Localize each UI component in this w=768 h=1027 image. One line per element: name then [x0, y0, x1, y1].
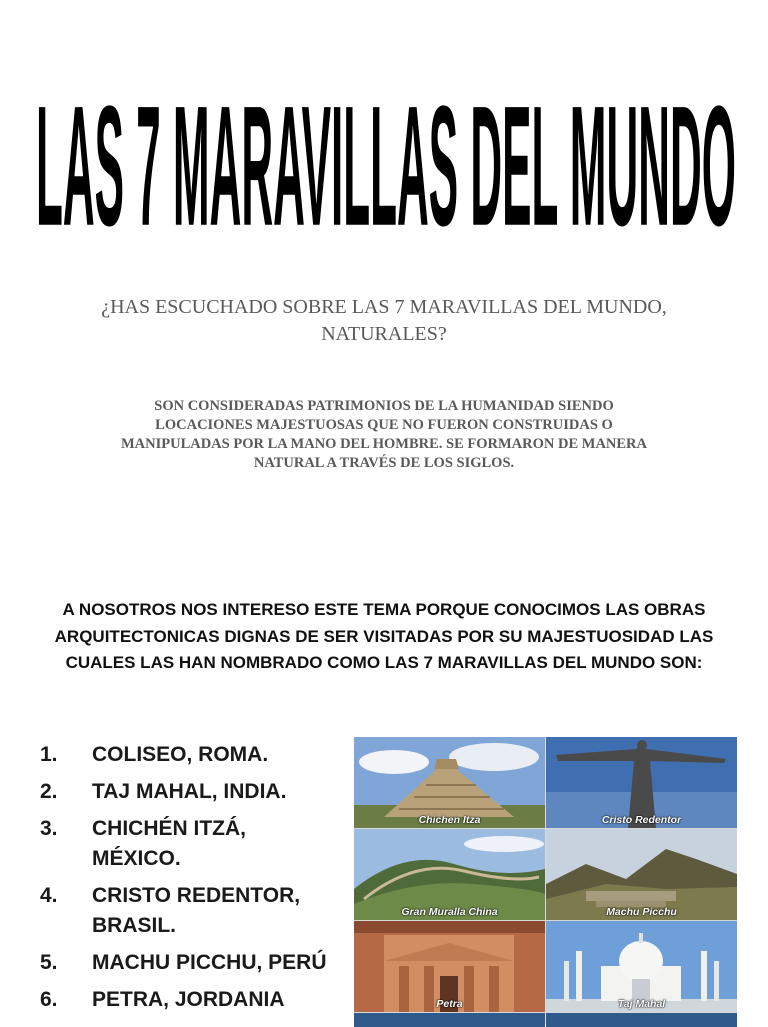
- list-number: 3.: [40, 817, 58, 840]
- interest-paragraph: A NOSOTROS NOS INTERESO ESTE TEMA PORQUE CONOCIMOS LAS OBRAS ARQUITECTONICAS DIGNAS DE SER VISITADAS POR SU MAJESTUOSIDAD LAS CUALES LAS HAN NOMBRADO COMO LAS 7 MARAVILLAS DEL MUNDO SON:: [54, 600, 714, 672]
- list-text: TAJ MAHAL, INDIA.: [92, 780, 287, 803]
- list-number: 4.: [40, 884, 58, 907]
- list-text: CHICHÉN ITZÁ, MÉXICO.: [92, 817, 246, 870]
- tile-caption: Taj Mahal: [617, 998, 666, 1010]
- collage-bottom-strip: [354, 1013, 545, 1027]
- wordart-title: [0, 0, 768, 280]
- list-text: CRISTO REDENTOR, BRASIL.: [92, 884, 301, 937]
- description-paragraph: SON CONSIDERADAS PATRIMONIOS DE LA HUMANIDAD SIENDO LOCACIONES MAJESTUOSAS QUE NO FUERON CONSTRUIDAS O MANIPULADAS POR LA MANO DEL HOMBRE. SE FORMARON DE MANERA NATURAL A TRAVÉS DE LOS SIGLOS.: [120, 398, 648, 471]
- list-number: 6.: [40, 988, 58, 1011]
- list-item: [40, 881, 340, 941]
- intro-question: ¿HAS ESCUCHADO SOBRE LAS 7 MARAVILLAS DEL MUNDO, NATURALES?: [101, 296, 667, 345]
- collage-bottom-strip: [546, 1013, 737, 1027]
- list-item: [40, 985, 340, 1015]
- list-text: COLISEO, ROMA.: [92, 743, 269, 766]
- list-text: MACHU PICCHU, PERÚ: [92, 951, 327, 974]
- collage-tile-taj-mahal: [546, 921, 737, 1012]
- title-text: LAS 7 MARAVILLAS DEL MUNDO: [35, 70, 737, 262]
- list-number: 1.: [40, 743, 58, 766]
- list-item: [40, 814, 340, 874]
- collage-tile-cristo-redentor: [546, 737, 737, 828]
- list-item: [40, 777, 340, 807]
- list-number: 2.: [40, 780, 58, 803]
- list-text: PETRA, JORDANIA: [92, 988, 285, 1011]
- collage-tile-chichen-itza: [354, 737, 545, 828]
- collage-tile-petra: [354, 921, 545, 1012]
- tile-caption: Gran Muralla China: [401, 906, 498, 918]
- list-item: [40, 948, 340, 978]
- tile-caption: Chichen Itza: [418, 814, 481, 826]
- tile-caption: Machu Picchu: [606, 906, 677, 918]
- list-item: [40, 740, 340, 770]
- wonders-collage: [354, 737, 737, 1024]
- tile-caption: Cristo Redentor: [601, 814, 682, 826]
- list-number: 5.: [40, 951, 58, 974]
- collage-tile-gran-muralla: [354, 829, 545, 920]
- wonders-list: [40, 740, 340, 1022]
- collage-tile-machu-picchu: [546, 829, 737, 920]
- tile-caption: Petra: [436, 998, 463, 1010]
